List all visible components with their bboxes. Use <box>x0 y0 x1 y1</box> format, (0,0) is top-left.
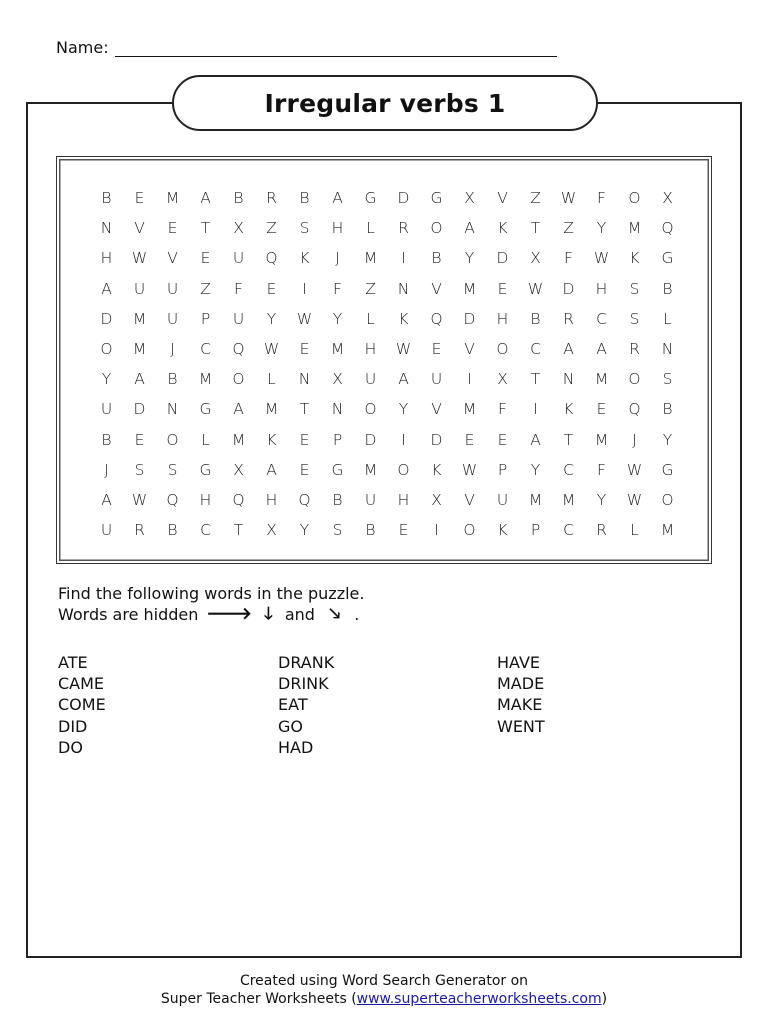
grid-cell: Z <box>563 219 574 238</box>
grid-cell: C <box>200 521 211 540</box>
grid-cell: I <box>434 521 439 540</box>
grid-cell: M <box>132 309 147 328</box>
grid-cell: X <box>530 249 541 268</box>
grid-cell: L <box>366 219 375 238</box>
grid-cell: E <box>299 460 310 479</box>
grid-cell: Y <box>596 490 607 509</box>
grid-cell: H <box>331 219 344 238</box>
grid-cell: J <box>170 339 175 358</box>
grid-cell: G <box>661 249 674 268</box>
grid-cell: P <box>530 521 541 540</box>
grid-cell: K <box>431 460 442 479</box>
grid-cell: S <box>662 370 673 389</box>
grid-cell: E <box>266 279 277 298</box>
grid-cell: V <box>167 249 178 268</box>
grid-cell: T <box>233 521 244 540</box>
grid-cell: S <box>167 460 178 479</box>
grid-cell: L <box>663 309 672 328</box>
grid-cell: N <box>397 279 410 298</box>
grid-cell: B <box>167 370 178 389</box>
footer <box>0 972 768 1008</box>
arrow-right-icon: 🡒 <box>206 604 252 624</box>
word-item: DO <box>58 737 83 757</box>
word-list-column-2 <box>278 652 334 758</box>
page-title: Irregular verbs 1 <box>264 88 506 118</box>
grid-cell: I <box>533 400 538 419</box>
grid-cell: Q <box>628 400 641 419</box>
grid-cell: U <box>166 309 179 328</box>
grid-cell: M <box>561 490 576 509</box>
instructions <box>58 583 364 625</box>
grid-cell: G <box>364 189 377 207</box>
grid-cell: X <box>233 219 244 238</box>
instructions-prefix: Words are hidden <box>58 605 199 624</box>
grid-cell: W <box>560 189 577 207</box>
grid-cell: B <box>431 249 442 268</box>
grid-cell: M <box>594 430 609 449</box>
grid-cell: H <box>364 339 377 358</box>
grid-cell: U <box>430 370 443 389</box>
grid-cell: M <box>627 219 642 238</box>
grid-cell: B <box>332 490 343 509</box>
grid-cell: X <box>233 460 244 479</box>
grid-cell: B <box>530 309 541 328</box>
grid-cell: J <box>104 460 109 479</box>
grid-cell: U <box>166 279 179 298</box>
grid-cell: R <box>563 309 574 328</box>
grid-cell: C <box>596 309 607 328</box>
instructions-line-2 <box>58 604 364 625</box>
grid-cell: B <box>299 189 310 207</box>
word-item: DRANK <box>278 653 335 672</box>
grid-cell: Z <box>200 279 211 298</box>
name-blank-line[interactable] <box>115 40 557 57</box>
grid-cell: A <box>233 400 244 419</box>
grid-cell: K <box>629 249 640 268</box>
grid-cell: D <box>430 430 443 449</box>
grid-cell: Y <box>332 309 343 328</box>
word-list-column-3 <box>497 652 545 737</box>
grid-cell: G <box>331 460 344 479</box>
word-item: DRINK <box>278 674 329 694</box>
grid-cell: H <box>496 309 509 328</box>
grid-cell: B <box>233 189 244 207</box>
grid-cell: E <box>596 400 607 419</box>
grid-cell: B <box>662 400 673 419</box>
grid-cell: B <box>167 521 178 540</box>
grid-cell: I <box>401 430 406 449</box>
grid-cell: R <box>266 189 277 207</box>
grid-cell: U <box>232 249 245 268</box>
grid-cell: M <box>165 189 180 207</box>
grid-cell: U <box>364 370 377 389</box>
grid-cell: O <box>661 490 674 509</box>
grid-cell: N <box>298 370 311 389</box>
grid-cell: E <box>134 189 145 207</box>
grid-cell: H <box>397 490 410 509</box>
grid-cell: B <box>101 189 112 207</box>
grid-cell: P <box>200 309 211 328</box>
arrow-diagonal-icon: 🡖 <box>328 604 341 624</box>
grid-cell: O <box>232 370 245 389</box>
grid-cell: C <box>530 339 541 358</box>
grid-cell: F <box>597 460 606 479</box>
grid-cell: W <box>527 279 544 298</box>
grid-cell: M <box>264 400 279 419</box>
footer-prefix: Super Teacher Worksheets ( <box>160 991 357 1007</box>
grid-cell: U <box>100 521 113 540</box>
grid-cell: D <box>100 309 113 328</box>
grid-cell: E <box>167 219 178 238</box>
grid-cell: B <box>662 279 673 298</box>
grid-cell: R <box>134 521 145 540</box>
grid-cell: G <box>199 400 212 419</box>
grid-cell: Q <box>232 339 245 358</box>
grid-cell: W <box>131 249 148 268</box>
grid-cell: F <box>333 279 342 298</box>
grid-cell: O <box>397 460 410 479</box>
grid-cell: T <box>200 219 211 238</box>
grid-cell: A <box>101 279 112 298</box>
instructions-and: and <box>284 605 315 624</box>
grid-cell: X <box>266 521 277 540</box>
grid-cell: I <box>467 370 472 389</box>
grid-cell: Z <box>530 189 541 207</box>
grid-cell: E <box>200 249 211 268</box>
grid-cell: X <box>662 189 673 207</box>
arrow-down-icon: 🡓 <box>263 604 273 624</box>
grid-cell: V <box>431 400 442 419</box>
grid-cell: M <box>660 521 675 540</box>
grid-cell: W <box>263 339 280 358</box>
grid-cell: L <box>267 370 276 389</box>
grid-cell: M <box>231 430 246 449</box>
grid-cell: P <box>497 460 508 479</box>
grid-cell: Y <box>464 249 475 268</box>
grid-cell: T <box>530 370 541 389</box>
grid-cell: C <box>200 339 211 358</box>
grid-cell: E <box>497 279 508 298</box>
grid-cell: I <box>401 249 406 268</box>
grid-cell: D <box>364 430 377 449</box>
grid-cell: W <box>626 490 643 509</box>
grid-cell: A <box>398 370 409 389</box>
grid-cell: O <box>364 400 377 419</box>
grid-cell: T <box>563 430 574 449</box>
grid-cell: D <box>496 249 509 268</box>
word-list-column-1 <box>58 652 106 758</box>
grid-cell: L <box>366 309 375 328</box>
word-item: HAVE <box>497 653 541 672</box>
grid-cell: H <box>265 490 278 509</box>
grid-cell: E <box>464 430 475 449</box>
grid-cell: W <box>131 490 148 509</box>
grid-cell: O <box>166 430 179 449</box>
grid-cell: H <box>100 249 113 268</box>
grid-cell: Q <box>661 219 674 238</box>
grid-cell: J <box>335 249 340 268</box>
grid-cell: U <box>496 490 509 509</box>
grid-cell: M <box>198 370 213 389</box>
grid-cell: Y <box>101 370 112 389</box>
grid-cell: F <box>597 189 606 207</box>
grid-cell: Q <box>265 249 278 268</box>
grid-cell: G <box>661 460 674 479</box>
grid-cell: U <box>232 309 245 328</box>
grid-cell: V <box>464 490 475 509</box>
grid-cell: Y <box>662 430 673 449</box>
grid-cell: M <box>363 249 378 268</box>
grid-cell: X <box>431 490 442 509</box>
grid-cell: O <box>463 521 476 540</box>
grid-cell: N <box>562 370 575 389</box>
grid-cell: F <box>564 249 573 268</box>
word-item: DID <box>58 716 88 736</box>
grid-cell: N <box>661 339 674 358</box>
word-item: ATE <box>58 653 88 672</box>
grid-cell: O <box>100 339 113 358</box>
grid-cell: A <box>101 490 112 509</box>
grid-cell: A <box>530 430 541 449</box>
grid-cell: T <box>530 219 541 238</box>
grid-cell: C <box>563 460 574 479</box>
grid-cell: M <box>363 460 378 479</box>
grid-cell: R <box>596 521 607 540</box>
grid-cell: O <box>430 219 443 238</box>
grid-cell: B <box>365 521 376 540</box>
grid-cell: V <box>497 189 508 207</box>
word-item: EAT <box>278 695 308 715</box>
grid-cell: Z <box>266 219 277 238</box>
grid-cell: A <box>134 370 145 389</box>
grid-cell: K <box>266 430 277 449</box>
grid-cell: Q <box>232 490 245 509</box>
footer-line-1: Created using Word Search Generator on <box>239 973 529 989</box>
grid-cell: K <box>299 249 310 268</box>
grid-cell: Y <box>299 521 310 540</box>
grid-cell: E <box>398 521 409 540</box>
grid-cell: E <box>299 430 310 449</box>
grid-cell: M <box>330 339 345 358</box>
grid-cell: O <box>628 370 641 389</box>
grid-cell: Y <box>596 219 607 238</box>
footer-line-2 <box>0 990 768 1008</box>
word-search-grid <box>90 183 684 545</box>
grid-cell: S <box>629 309 640 328</box>
grid-cell: N <box>100 219 113 238</box>
grid-cell: X <box>497 370 508 389</box>
grid-cell: B <box>101 430 112 449</box>
word-item: GO <box>278 716 303 736</box>
grid-cell: E <box>299 339 310 358</box>
grid-cell: M <box>594 370 609 389</box>
grid-cell: K <box>563 400 574 419</box>
word-item: MADE <box>497 674 545 694</box>
grid-cell: S <box>299 219 310 238</box>
grid-cell: X <box>332 370 343 389</box>
title-banner <box>172 75 598 131</box>
grid-cell: M <box>462 400 477 419</box>
grid-cell: H <box>595 279 608 298</box>
grid-cell: P <box>332 430 343 449</box>
grid-cell: F <box>234 279 243 298</box>
grid-cell: D <box>133 400 146 419</box>
grid-cell: R <box>629 339 640 358</box>
grid-cell: Y <box>398 400 409 419</box>
grid-cell: U <box>100 400 113 419</box>
grid-cell: O <box>496 339 509 358</box>
grid-cell: I <box>302 279 307 298</box>
grid-cell: S <box>134 460 145 479</box>
grid-cell: D <box>397 189 410 207</box>
grid-cell: Z <box>365 279 376 298</box>
grid-cell: Q <box>166 490 179 509</box>
grid-cell: U <box>364 490 377 509</box>
grid-cell: S <box>332 521 343 540</box>
grid-cell: R <box>398 219 409 238</box>
grid-cell: N <box>166 400 179 419</box>
grid-cell: W <box>626 460 643 479</box>
grid-cell: G <box>199 460 212 479</box>
grid-cell: V <box>134 219 145 238</box>
grid-cell: V <box>464 339 475 358</box>
grid-cell: D <box>463 309 476 328</box>
grid-cell: Q <box>430 309 443 328</box>
word-item: MAKE <box>497 695 543 715</box>
grid-cell: W <box>593 249 610 268</box>
grid-cell: J <box>632 430 637 449</box>
grid-cell: W <box>296 309 313 328</box>
grid-cell: M <box>132 339 147 358</box>
grid-cell: O <box>628 189 641 207</box>
grid-cell: K <box>497 219 508 238</box>
grid-cell: K <box>398 309 409 328</box>
grid-cell: X <box>464 189 475 207</box>
grid-cell: V <box>431 279 442 298</box>
grid-cell: F <box>498 400 507 419</box>
grid-cell: Y <box>266 309 277 328</box>
grid-cell: E <box>134 430 145 449</box>
grid-cell: M <box>528 490 543 509</box>
grid-cell: E <box>497 430 508 449</box>
word-item: CAME <box>58 674 105 694</box>
grid-cell: L <box>201 430 210 449</box>
grid-cell: U <box>133 279 146 298</box>
grid-cell: W <box>395 339 412 358</box>
grid-cell: A <box>266 460 277 479</box>
word-item: HAD <box>278 737 314 757</box>
grid-cell: A <box>563 339 574 358</box>
grid-cell: A <box>332 189 343 207</box>
grid-cell: T <box>299 400 310 419</box>
grid-cell: C <box>563 521 574 540</box>
grid-cell: E <box>431 339 442 358</box>
grid-cell: M <box>462 279 477 298</box>
word-item: COME <box>58 695 106 715</box>
name-label: Name: <box>56 38 109 57</box>
grid-cell: S <box>629 279 640 298</box>
instructions-period: . <box>354 605 360 624</box>
grid-cell: K <box>497 521 508 540</box>
grid-cell: N <box>331 400 344 419</box>
footer-suffix: ) <box>601 991 608 1007</box>
word-item: WENT <box>497 716 545 736</box>
grid-cell: H <box>199 490 212 509</box>
grid-cell: Y <box>530 460 541 479</box>
footer-link[interactable]: www.superteacherworksheets.com <box>356 991 602 1007</box>
grid-cell: G <box>430 189 443 207</box>
grid-cell: L <box>630 521 639 540</box>
instructions-line-1: Find the following words in the puzzle. <box>58 584 365 603</box>
grid-cell: Q <box>298 490 311 509</box>
grid-cell: A <box>596 339 607 358</box>
grid-cell: A <box>464 219 475 238</box>
grid-cell: D <box>562 279 575 298</box>
grid-cell: W <box>461 460 478 479</box>
grid-cell: A <box>200 189 211 207</box>
name-field-row <box>56 38 557 57</box>
